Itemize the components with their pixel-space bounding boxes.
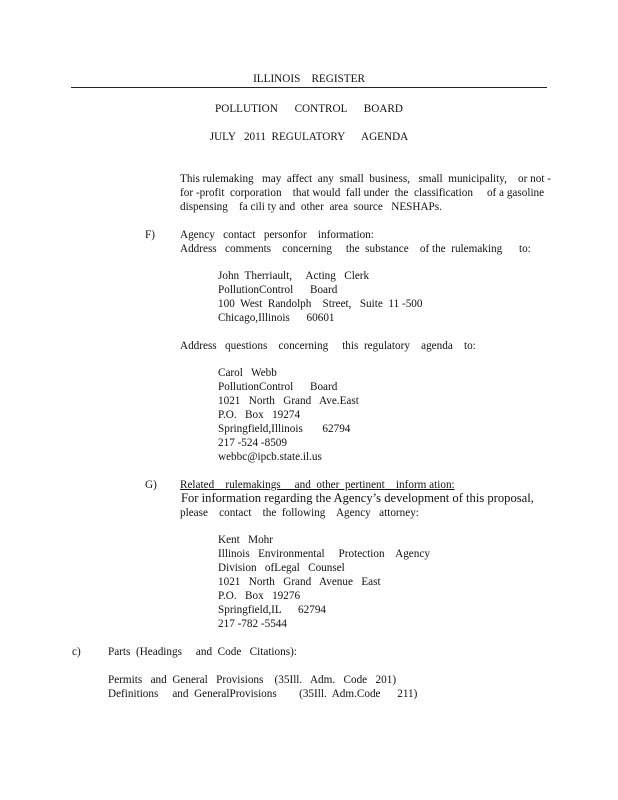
attorney-po-box: P.O. Box 19276 — [218, 590, 301, 602]
contact-city: Springfield,Illinois 62794 — [218, 423, 351, 435]
please-contact-line: please contact the following Agency attorney: — [180, 507, 419, 519]
section-c-marker: c) — [72, 646, 81, 658]
attorney-city: Springfield,IL 62794 — [218, 604, 327, 616]
attorney-division: Division ofLegal Counsel — [218, 562, 345, 574]
attorney-agency: Illinois Environmental Protection Agency — [218, 548, 430, 560]
board-title: POLLUTION CONTROL BOARD — [215, 103, 403, 115]
clerk-city: Chicago,Illinois 60601 — [218, 312, 335, 324]
header-rule — [71, 87, 547, 88]
intro-line-3: dispensing fa cili ty and other area source NESHAPs. — [180, 201, 442, 213]
comments-line: Address comments concerning the substance of the rulemaking to: — [180, 243, 531, 255]
contact-phone: 217 -524 -8509 — [218, 437, 287, 449]
info-line: For information regarding the Agency’s development of this proposal, — [181, 491, 534, 505]
questions-line: Address questions concerning this regulatory agenda to: — [180, 340, 476, 352]
contact-name: Carol Webb — [218, 367, 277, 379]
section-f-heading: Agency contact personfor information: — [180, 229, 374, 241]
attorney-name: Kent Mohr — [218, 534, 273, 546]
part-201: Permits and General Provisions (35Ill. Adm. Code 201) — [108, 674, 397, 686]
attorney-street: 1021 North Grand Avenue East — [218, 576, 381, 588]
register-title: ILLINOIS REGISTER — [253, 73, 365, 85]
contact-email: webbc@ipcb.state.il.us — [218, 451, 322, 463]
clerk-street: 100 West Randolph Street, Suite 11 -500 — [218, 298, 423, 310]
intro-line-2: for -profit corporation that would fall under the classification of a gasoline — [180, 187, 545, 199]
section-f-marker: F) — [145, 229, 155, 241]
contact-org: PollutionControl Board — [218, 381, 338, 393]
attorney-phone: 217 -782 -5544 — [218, 618, 287, 630]
agenda-title: JULY 2011 REGULATORY AGENDA — [209, 131, 409, 143]
clerk-org: PollutionControl Board — [218, 284, 338, 296]
part-211: Definitions and GeneralProvisions (35Ill. Adm.Code 211) — [108, 688, 418, 700]
intro-line-1: This rulemaking may affect any small business, small municipality, or not - — [180, 173, 551, 185]
contact-po-box: P.O. Box 19274 — [218, 409, 301, 421]
clerk-name: John Therriault, Acting Clerk — [218, 270, 370, 282]
contact-street: 1021 North Grand Ave.East — [218, 395, 359, 407]
section-c-heading: Parts (Headings and Code Citations): — [108, 646, 297, 658]
section-g-marker: G) — [145, 479, 157, 491]
section-g-heading: Related rulemakings and other pertinent inform ation: — [180, 479, 455, 491]
